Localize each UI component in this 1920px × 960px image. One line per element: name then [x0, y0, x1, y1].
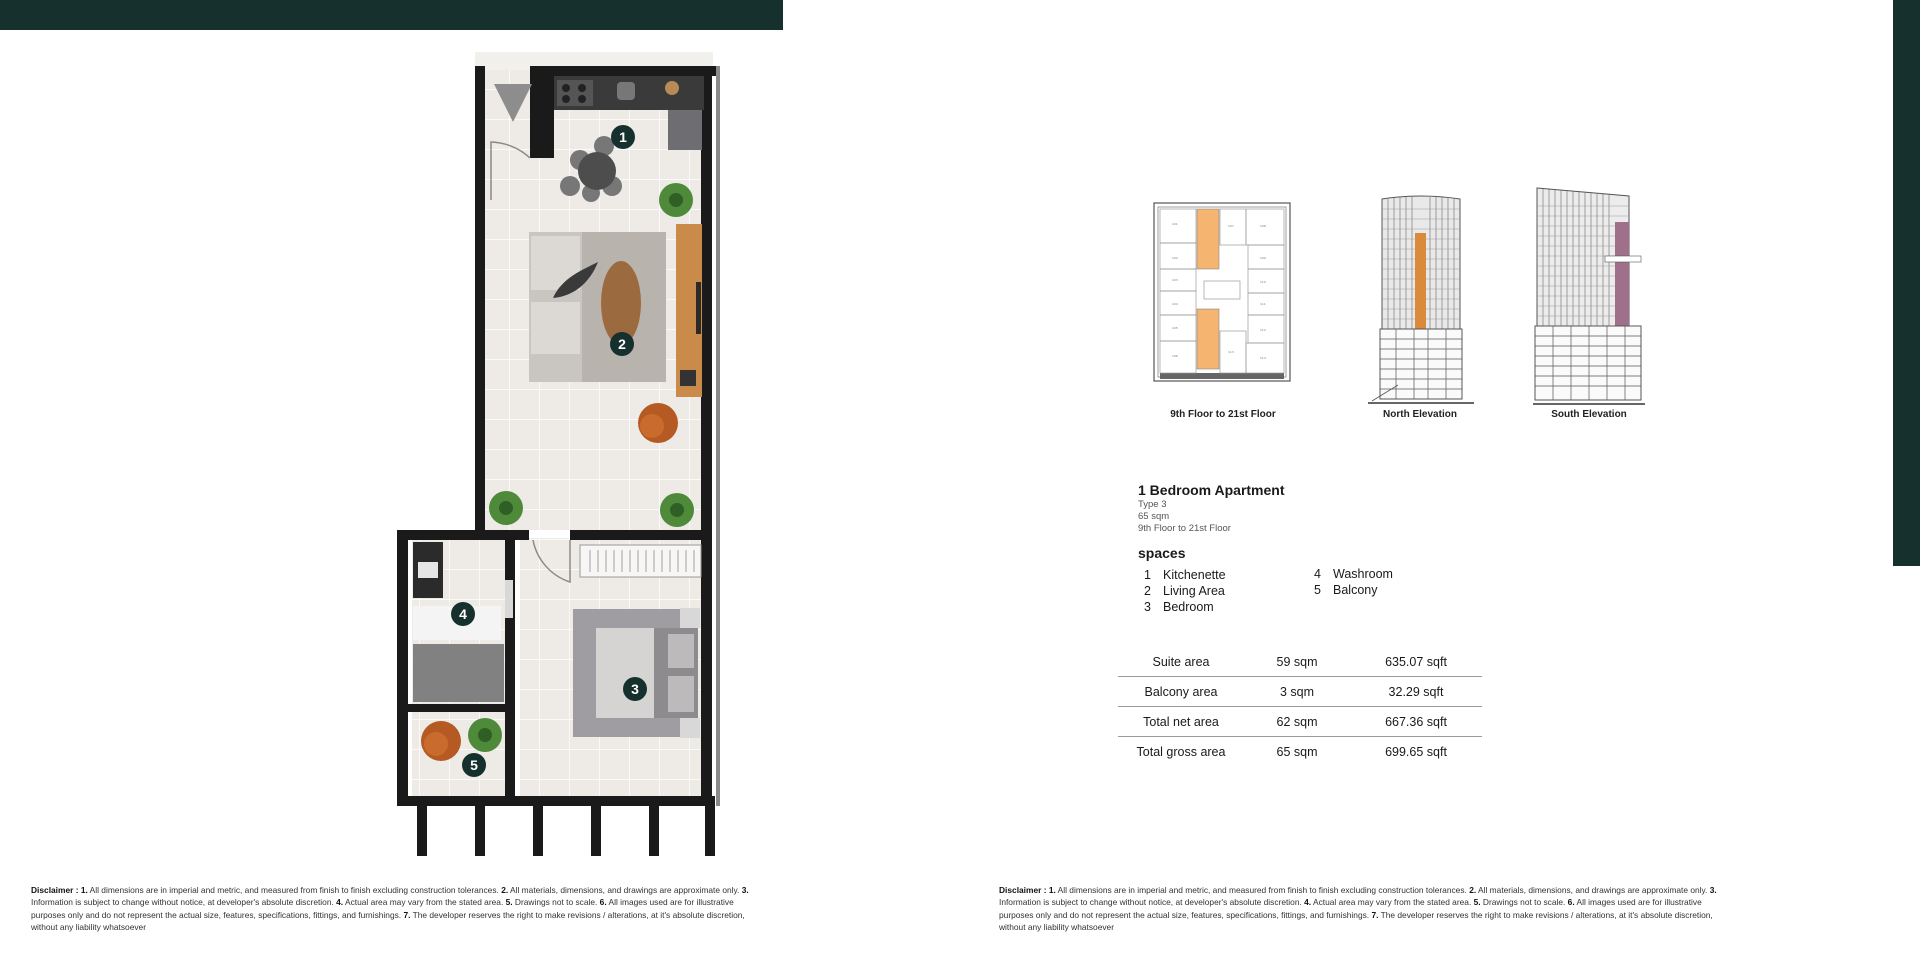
disclaimer-number: 1.	[80, 885, 88, 895]
south-elevation-caption: South Elevation	[1551, 409, 1627, 420]
disclaimer-lead: Disclaimer :	[999, 885, 1047, 895]
balcony-posts	[417, 806, 715, 856]
disclaimer-number: 2.	[1469, 885, 1477, 895]
washroom-door	[505, 580, 513, 618]
svg-text:104: 104	[1172, 302, 1178, 306]
disclaimer-text: The developer reserves the right to make revisions / alterations, at it's absolute discretion, without any liability whatsoever	[999, 909, 1713, 933]
disclaimer-text: The developer reserves the right to make revisions / alterations, at it's absolute discretion, without any liability whatsoever	[31, 909, 745, 933]
table-row	[1118, 707, 1482, 737]
space-item-washroom	[1302, 567, 1393, 581]
disclaimer-number: 7.	[403, 909, 411, 920]
disclaimer-text: Information is subject to change without notice, at developer's absolute discretion.	[999, 897, 1305, 908]
floor-plan	[395, 50, 735, 862]
svg-text:101: 101	[1172, 222, 1178, 226]
sink	[617, 82, 635, 100]
area-sqft: 699.65 sqft	[1385, 744, 1447, 759]
disclaimer-number: 2.	[501, 885, 509, 895]
disclaimer-text: Drawings not to scale.	[1480, 897, 1568, 908]
svg-text:108: 108	[1260, 224, 1266, 228]
south-elevation	[1533, 186, 1645, 408]
svg-text:102: 102	[1172, 256, 1178, 260]
svg-text:107: 107	[1228, 224, 1234, 228]
area-table	[1118, 647, 1482, 766]
svg-text:113: 113	[1228, 350, 1234, 354]
right-brand-band	[1893, 0, 1920, 566]
disclaimer-right	[999, 884, 1726, 934]
disclaimer-text: All images used are for illustrative purposes only and do not represent the actual size, features, specifications, fittings, and furnishings.	[31, 897, 734, 920]
disclaimer-text: All materials, dimensions, and drawings are approximate only.	[508, 885, 742, 895]
plan-marker-4: 4	[451, 602, 475, 626]
space-number: 3	[1144, 600, 1151, 614]
area-sqm: 65 sqm	[1276, 744, 1318, 759]
north-elevation-caption: North Elevation	[1383, 409, 1457, 420]
disclaimer-number: 3.	[1709, 885, 1717, 895]
disclaimer-text: Drawings not to scale.	[512, 897, 600, 908]
top-brand-band	[0, 0, 783, 30]
svg-text:106: 106	[1172, 354, 1178, 358]
disclaimer-number: 6.	[1567, 897, 1575, 908]
area-label: Balcony area	[1144, 684, 1218, 699]
area-label: Suite area	[1152, 654, 1210, 669]
space-number: 4	[1314, 567, 1321, 581]
plan-marker-5: 5	[462, 753, 486, 777]
spaces-heading: spaces	[1138, 545, 1186, 561]
space-label: Washroom	[1333, 567, 1393, 581]
disclaimer-number: 1.	[1048, 885, 1056, 895]
svg-text:109: 109	[1260, 256, 1266, 260]
area-sqft: 32.29 sqft	[1388, 684, 1444, 699]
apartment-title: 1 Bedroom Apartment	[1138, 482, 1285, 498]
disclaimer-text: All dimensions are in imperial and metric, and measured from finish to finish excluding construction tolerances.	[1055, 885, 1470, 895]
area-sqm: 3 sqm	[1279, 684, 1315, 699]
space-label: Living Area	[1163, 584, 1225, 598]
north-elevation	[1368, 195, 1474, 407]
apartment-type: Type 3	[1138, 499, 1167, 510]
space-item-balcony	[1302, 583, 1377, 597]
disclaimer-number: 6.	[599, 897, 607, 908]
space-number: 1	[1144, 568, 1151, 582]
disclaimer-text: Actual area may vary from the stated area.	[1311, 897, 1474, 908]
space-number: 2	[1144, 584, 1151, 598]
table-row	[1118, 677, 1482, 707]
tv	[696, 282, 701, 334]
disclaimer-text: All images used are for illustrative purposes only and do not represent the actual size, features, specifications, fittings, and furnishings.	[999, 897, 1702, 920]
area-label: Total gross area	[1136, 744, 1226, 759]
disclaimer-number: 4.	[1304, 897, 1312, 908]
table-row	[1118, 737, 1482, 766]
disclaimer-number: 7.	[1371, 909, 1379, 920]
area-sqm: 59 sqm	[1276, 654, 1318, 669]
svg-text:112: 112	[1260, 328, 1266, 332]
disclaimer-number: 4.	[336, 897, 344, 908]
space-label: Kitchenette	[1163, 568, 1226, 582]
svg-text:103: 103	[1172, 278, 1178, 282]
svg-text:114: 114	[1260, 356, 1266, 360]
area-sqft: 635.07 sqft	[1385, 654, 1447, 669]
keyplan-caption: 9th Floor to 21st Floor	[1170, 409, 1276, 420]
svg-text:105: 105	[1172, 326, 1178, 330]
fridge	[668, 110, 702, 150]
apartment-floors: 9th Floor to 21st Floor	[1138, 523, 1231, 534]
area-sqft: 667.36 sqft	[1385, 714, 1447, 729]
disclaimer-text: Information is subject to change without notice, at developer's absolute discretion.	[31, 897, 337, 908]
area-sqm: 62 sqm	[1276, 714, 1318, 729]
disclaimer-number: 5.	[505, 897, 513, 908]
plan-marker-2: 2	[610, 332, 634, 356]
table-row	[1118, 647, 1482, 677]
disclaimer-text: Actual area may vary from the stated area.	[343, 897, 506, 908]
apartment-size: 65 sqm	[1138, 511, 1170, 522]
svg-text:111: 111	[1260, 302, 1266, 306]
space-item-living-area	[1132, 584, 1225, 598]
space-item-kitchenette	[1132, 568, 1226, 582]
disclaimer-left	[31, 884, 758, 934]
svg-text:110: 110	[1260, 280, 1266, 284]
disclaimer-text: All dimensions are in imperial and metric, and measured from finish to finish excluding construction tolerances.	[87, 885, 502, 895]
key-plan	[1152, 201, 1294, 385]
disclaimer-number: 5.	[1473, 897, 1481, 908]
space-label: Bedroom	[1163, 600, 1214, 614]
plan-marker-1: 1	[611, 125, 635, 149]
space-label: Balcony	[1333, 583, 1378, 597]
disclaimer-text: All materials, dimensions, and drawings are approximate only.	[1476, 885, 1710, 895]
disclaimer-number: 3.	[741, 885, 749, 895]
area-label: Total net area	[1143, 714, 1219, 729]
cooktop	[557, 80, 593, 106]
plan-marker-3: 3	[623, 677, 647, 701]
space-number: 5	[1314, 583, 1321, 597]
disclaimer-lead: Disclaimer :	[31, 885, 79, 895]
space-item-bedroom	[1132, 600, 1214, 614]
